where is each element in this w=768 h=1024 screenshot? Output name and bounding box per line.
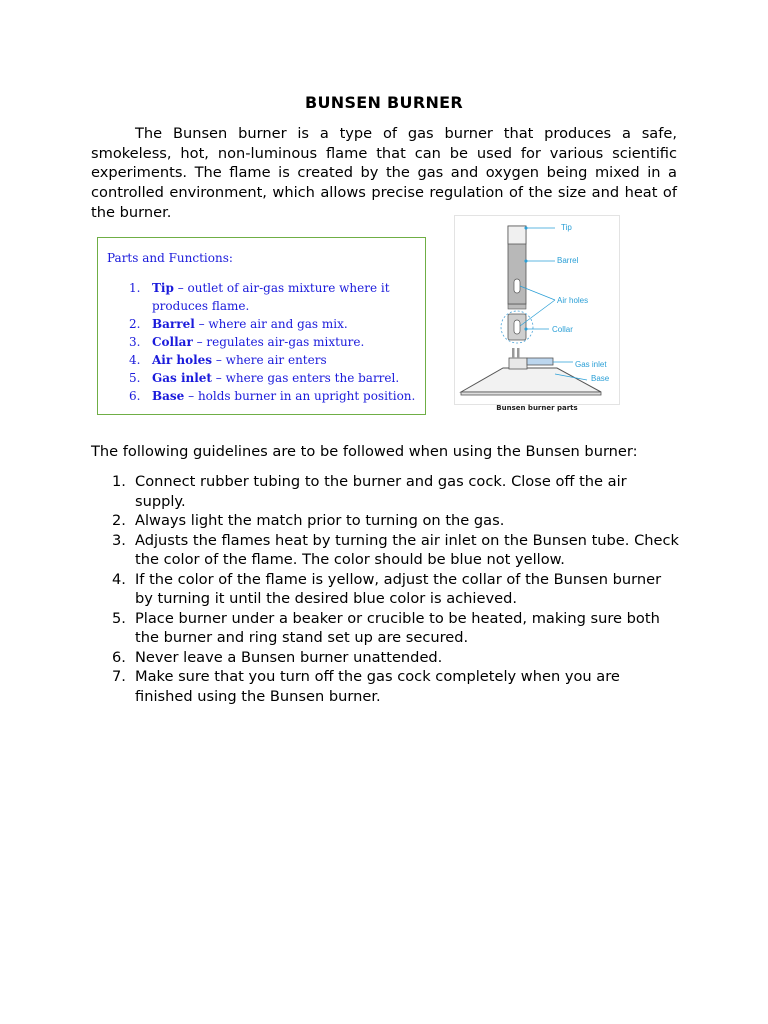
- part-name: Air holes: [152, 353, 213, 367]
- burner-base-plate: [461, 392, 601, 395]
- part-name: Base: [152, 389, 185, 403]
- page-title: BUNSEN BURNER: [304, 93, 464, 112]
- guidelines-intro: The following guidelines are to be followed when using the Bunsen burner:: [91, 443, 638, 460]
- burner-illustration: [455, 216, 621, 406]
- guideline-item: [91, 609, 681, 648]
- figure-label-barrel: Barrel: [557, 256, 579, 265]
- part-name: Gas inlet: [152, 371, 212, 385]
- valve-pin: [517, 348, 520, 358]
- intro-paragraph: The Bunsen burner is a type of gas burner that produces a safe, smokeless, hot, non-luminous flame that can be used for various scientific experiments. The flame is created by the gas and oxygen being mixed in a controlled environment, which allows precise regulation of the size and heat of the burner.: [91, 125, 677, 221]
- guideline-item: [91, 648, 681, 668]
- guideline-text: Connect rubber tubing to the burner and gas cock. Close off the air supply.: [135, 473, 627, 510]
- parts-list: [107, 279, 419, 405]
- guideline-text: If the color of the flame is yellow, adjust the collar of the Bunsen burner by turning it until the desired blue color is achieved.: [135, 570, 662, 607]
- list-number: 2.: [129, 317, 141, 331]
- list-number: 7.: [112, 668, 126, 685]
- list-number: 1.: [112, 473, 126, 490]
- parts-and-functions-box: [97, 237, 426, 415]
- burner-neck: [509, 358, 527, 369]
- list-number: 5.: [129, 371, 141, 385]
- figure-caption: Bunsen burner parts: [496, 404, 578, 412]
- figure-label-tip: Tip: [561, 223, 572, 232]
- gas-inlet-tube: [527, 358, 553, 365]
- guideline-text: Never leave a Bunsen burner unattended.: [135, 648, 443, 666]
- list-number: 4.: [129, 353, 141, 367]
- guideline-item: [91, 667, 681, 706]
- part-desc: – where air and gas mix.: [194, 317, 348, 331]
- part-desc: – holds burner in an upright position.: [184, 389, 416, 403]
- tip-shape: [508, 226, 526, 244]
- figure-label-collar: Collar: [552, 325, 573, 334]
- part-desc: – where gas enters the barrel.: [211, 371, 400, 385]
- burner-base-shape: [461, 368, 601, 392]
- barrel-ring: [508, 304, 526, 309]
- part-item-gas-inlet: [107, 369, 419, 387]
- valve-pin: [512, 348, 515, 358]
- list-number: 3.: [129, 335, 141, 349]
- list-number: 4.: [112, 570, 126, 588]
- list-number: 3.: [112, 531, 126, 549]
- list-number: 2.: [112, 512, 126, 529]
- guideline-item: [91, 531, 681, 570]
- list-number: 1.: [129, 281, 141, 295]
- part-item-tip: [107, 279, 419, 315]
- bunsen-burner-diagram: [454, 215, 620, 405]
- part-item-collar: [107, 333, 419, 351]
- list-number: 6.: [129, 389, 141, 403]
- collar-air-hole: [514, 320, 520, 334]
- guidelines-list: [91, 472, 681, 706]
- part-item-air-holes: [107, 351, 419, 369]
- part-item-barrel: [107, 315, 419, 333]
- list-number: 6.: [112, 648, 126, 666]
- part-name: Tip: [152, 281, 174, 295]
- guideline-item: [91, 472, 681, 511]
- guideline-item: [91, 570, 681, 609]
- guideline-text: Place burner under a beaker or crucible to be heated, making sure both the burner and ring stand set up are secured.: [135, 609, 660, 646]
- part-item-base: [107, 387, 419, 405]
- guideline-item: [91, 511, 681, 531]
- guideline-text: Make sure that you turn off the gas cock completely when you are finished using the Bunsen burner.: [135, 668, 620, 705]
- part-name: Collar: [152, 335, 193, 349]
- figure-label-gas-inlet: Gas inlet: [575, 360, 607, 369]
- part-desc: – regulates air-gas mixture.: [192, 335, 365, 349]
- figure-label-base: Base: [591, 374, 610, 383]
- guideline-text: Always light the match prior to turning on the gas.: [135, 512, 505, 529]
- figure-label-air-holes: Air holes: [557, 296, 589, 305]
- list-number: 5.: [112, 609, 126, 627]
- guideline-text: Adjusts the flames heat by turning the air inlet on the Bunsen tube. Check the color of the flame. The color should be blue not yellow.: [135, 531, 679, 568]
- part-desc: – where air enters: [212, 353, 327, 367]
- part-name: Barrel: [152, 317, 195, 331]
- parts-heading: Parts and Functions:: [107, 251, 233, 265]
- part-desc: – outlet of air-gas mixture where it produces flame.: [152, 281, 390, 313]
- barrel-air-hole: [514, 279, 520, 293]
